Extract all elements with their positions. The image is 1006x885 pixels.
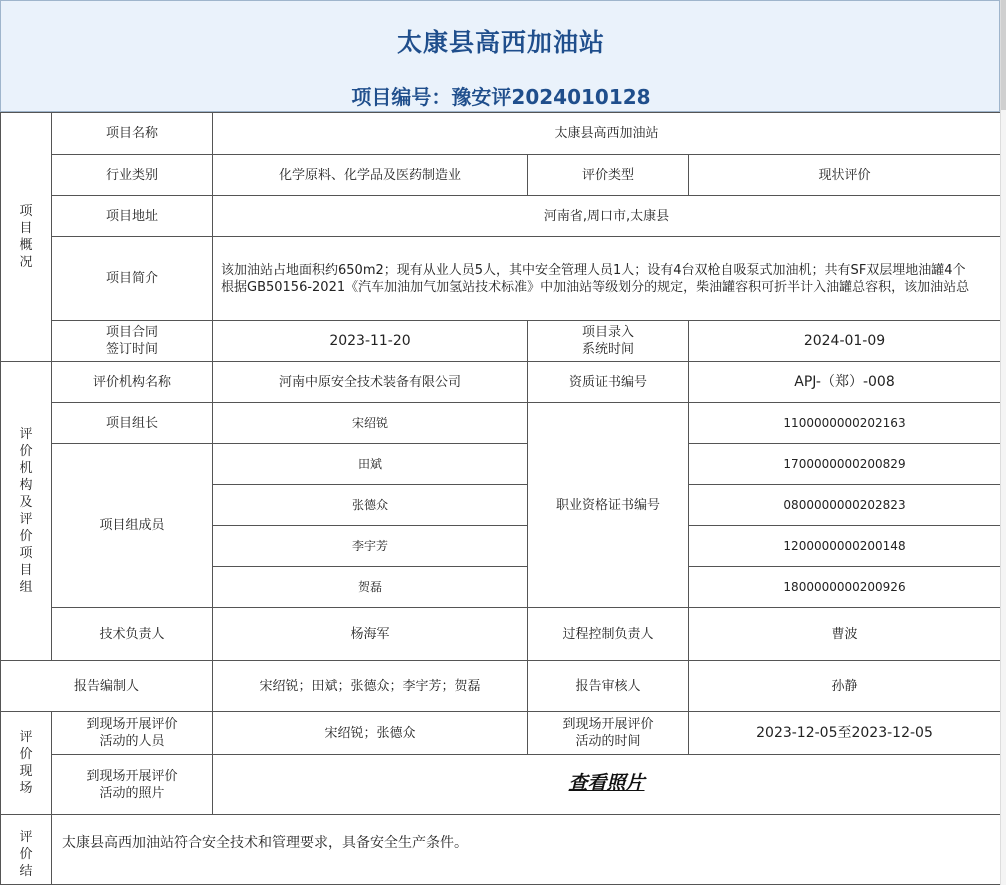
member-name: 宋绍锐 [213, 403, 528, 444]
reviewer-label: 报告审核人 [528, 661, 689, 712]
intro-line-2: 根据GB50156-2021《汽车加油加气加氢站技术标准》中加油站等级划分的规定，柴油罐容积可折半计入油罐总容积，该加油站总 [221, 279, 970, 295]
members-label: 项目组成员 [52, 444, 213, 608]
intro-label: 项目简介 [52, 237, 213, 321]
industry-value: 化学原料、化学品及医药制造业 [213, 155, 528, 196]
member-cert: 1100000000202163 [689, 403, 1001, 444]
process-lead-value: 曹波 [689, 608, 1001, 661]
entry-time-value: 2024-01-09 [689, 321, 1001, 362]
process-lead-label: 过程控制负责人 [528, 608, 689, 661]
page-title: 太康县高西加油站 [396, 28, 605, 57]
cert-label: 资质证书编号 [528, 362, 689, 403]
agency-label: 评价机构名称 [52, 362, 213, 403]
project-number: 项目编号：豫安评2024010128 [351, 85, 651, 109]
leader-label: 项目组长 [52, 403, 213, 444]
industry-label: 行业类别 [52, 155, 213, 196]
site-photo-cell [213, 755, 1001, 815]
site-people-label: 到现场开展评价 活动的人员 [52, 712, 213, 755]
tech-lead-label: 技术负责人 [52, 608, 213, 661]
contract-time-label: 项目合同 签订时间 [52, 321, 213, 362]
compiler-label: 报告编制人 [1, 661, 213, 712]
contract-time-value: 2023-11-20 [213, 321, 528, 362]
section-label-site: 评价现场 [1, 712, 52, 815]
member-name: 贺磊 [213, 567, 528, 608]
address-value: 河南省,周口市,太康县 [213, 196, 1001, 237]
member-name: 张德众 [213, 485, 528, 526]
site-time-label: 到现场开展评价 活动的时间 [528, 712, 689, 755]
member-cert: 0800000000202823 [689, 485, 1001, 526]
reviewer-value: 孙静 [689, 661, 1001, 712]
cert-value: APJ-（郑）-008 [689, 362, 1001, 403]
intro-text [213, 237, 1001, 321]
eval-type-label: 评价类型 [528, 155, 689, 196]
eval-type-value: 现状评价 [689, 155, 1001, 196]
member-cert: 1700000000200829 [689, 444, 1001, 485]
qualification-label: 职业资格证书编号 [528, 403, 689, 608]
scrollbar-thumb[interactable] [1001, 0, 1006, 110]
vertical-scrollbar[interactable] [1000, 0, 1006, 885]
site-photo-label: 到现场开展评价 活动的照片 [52, 755, 213, 815]
tech-lead-value: 杨海军 [213, 608, 528, 661]
section-label-conclusion: 评价结 [1, 815, 52, 885]
member-name: 田斌 [213, 444, 528, 485]
address-label: 项目地址 [52, 196, 213, 237]
project-name-value: 太康县高西加油站 [213, 113, 1001, 155]
view-photos-link[interactable]: 查看照片 [568, 772, 645, 794]
section-label-org: 评价机构及评价项目组 [1, 362, 52, 661]
page-header [0, 0, 1000, 112]
member-cert: 1800000000200926 [689, 567, 1001, 608]
member-name: 李宇芳 [213, 526, 528, 567]
agency-value: 河南中原安全技术装备有限公司 [213, 362, 528, 403]
section-label-overview: 项目概况 [1, 113, 52, 362]
site-people-value: 宋绍锐；张德众 [213, 712, 528, 755]
intro-line-1: 该加油站占地面积约650m2；现有从业人员5人，其中安全管理人员1人；设有4台双枪自吸泵式加油机；共有SF双层埋地油罐4个 [221, 262, 966, 278]
project-info-table [0, 112, 1001, 885]
project-name-label: 项目名称 [52, 113, 213, 155]
compiler-value: 宋绍锐；田斌；张德众；李宇芳；贺磊 [213, 661, 528, 712]
entry-time-label: 项目录入 系统时间 [528, 321, 689, 362]
member-cert: 1200000000200148 [689, 526, 1001, 567]
site-time-value: 2023-12-05至2023-12-05 [689, 712, 1001, 755]
conclusion-text: 太康县高西加油站符合安全技术和管理要求，具备安全生产条件。 [52, 815, 1001, 885]
